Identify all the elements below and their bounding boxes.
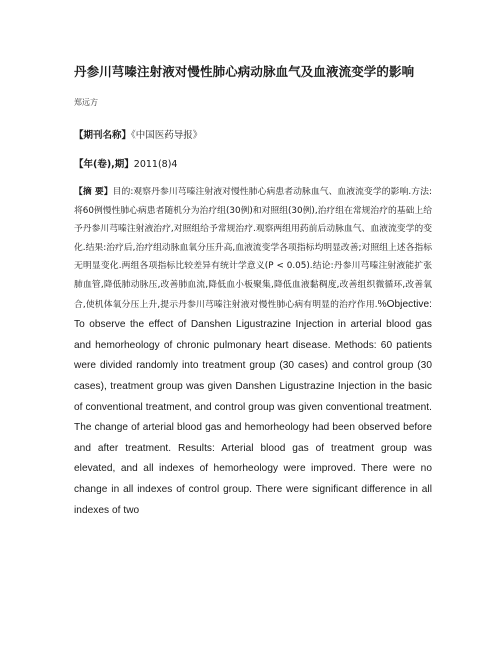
journal-name: 《中国医药导报》 bbox=[131, 130, 203, 141]
issue-label: 【年(卷),期】 bbox=[74, 159, 134, 170]
journal-line bbox=[74, 127, 202, 141]
issue-line bbox=[74, 156, 177, 170]
abstract bbox=[74, 183, 432, 521]
journal-label: 【期刊名称】 bbox=[74, 130, 132, 141]
abstract-label: 【摘 要】 bbox=[74, 187, 113, 197]
abstract-english: %Objective: To observe the effect of Danshen Ligustrazine Injection in arterial blood gas and hemorheology of chronic pulmonary heart disease. Methods: 60 patients were divided randomly into treatment group (30 cases) and control group (30 cases), treatment group was given Danshen Ligustrazine Injection in the basic of conventional treatment, and control group was given conventional treatment. The change of arterial blood gas and hemorheology had been observed before and after treatment. Results: Arterial blood gas of treatment group was elevated, and all indexes of hemorheology were improved. There were no change in all indexes of control group. There were significant difference in all indexes of two bbox=[74, 298, 432, 516]
paper-title: 丹参川芎嗪注射液对慢性肺心病动脉血气及血液流变学的影响 bbox=[74, 64, 415, 79]
issue-value: 2011(8)4 bbox=[133, 159, 178, 170]
author-name: 郑远方 bbox=[74, 98, 98, 107]
abstract-chinese: 目的:观察丹参川芎嗪注射液对慢性肺心病患者动脉血气、血液流变学的影响.方法:将60例慢性肺心病患者随机分为治疗组(30例)和对照组(30例),治疗组在常规治疗的基础上给予丹参川芎嗪注射液治疗,对照组给予常规治疗.观察两组用药前后动脉血气、血液流变学的变化.结果:治疗后,治疗组动脉血氧分压升高,血液流变学各项指标均明显改善;对照组上述各指标无明显变化.两组各项指标比较差异有统计学意义(P < 0.05).结论:丹参川芎嗪注射液能扩张肺血管,降低肺动脉压,改善肺血流,降低血小板聚集,降低血液黏稠度,改善组织微循环,改善氧合,使机体氧分压上升,提示丹参川芎嗪注射液对慢性肺心病有明显的治疗作用. bbox=[74, 187, 432, 310]
